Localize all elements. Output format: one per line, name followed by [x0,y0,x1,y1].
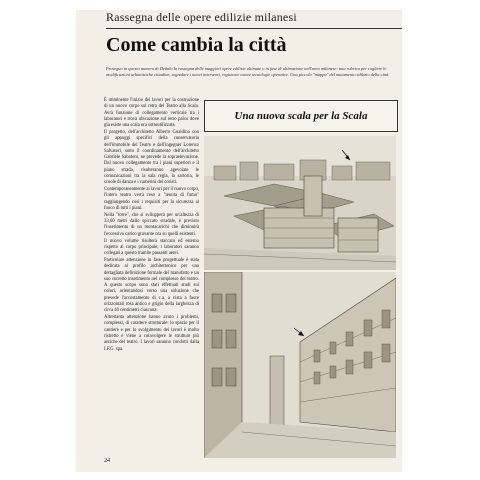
street-rendering-image [204,272,396,458]
body-paragraph: Il nuovo volume risulterà staccato ed esterno rispetto al corpo principale; i laboratori saranno collegati a questo tramite passanti aerei. [104,238,199,257]
header-rule [106,28,402,29]
article-title: Una nuova scala per la Scala [234,110,368,122]
body-paragraph: È imminente l'inizio dei lavori per la costruzione di un nuovo corpo sul retro del Teatro alla Scala. Avrà funzione di collegamento verticale tra i laboratori e trova ubicazione sul retro palco dove già esiste una scala ora sottoutilizzata. [104,98,199,129]
body-paragraph: Altrettanta attenzione hanno avuto i problemi, complessi, di carattere strutturale: lo spazio per il cantiere e per lo svolgimento dei lavori è molto ristretto e viene a coinvolgere le strutture più antiche del teatro. I lavori saranno condotti dalla I.F.G. spa. [104,315,199,352]
section-header: Rassegna delle opere edilizie milanesi [106,10,297,24]
body-paragraph: Contemporaneamente ai lavori per il nuovo corpo, l'intero teatro verrà reso a "tenuta di fumo" raggiungendo così i requisiti per la sicurezza al fuoco di tutti i piani. [104,187,199,212]
intro-paragraph: Proseguo in questo numero di Dedalo la rassegna delle maggiori opere edilizie ultimate o in fase di ultimazione nell'area milanese: una rubrica per cogliere le modificazioni urbanistiche cittadine, segnalare i nuovi interventi, registrare nuove tecnologie operative. Una piccola "mappa" del mutamento edilizio della città. [106,66,390,77]
body-paragraph: Nella "torre", che si svilupperà per un'altezza di 33,60 metri dallo spiccato stradale, è previsto l'inserimento di un montacarichi che diminuirà l'eccessivo carico gravante ora su quelli esistenti. [104,212,199,237]
article-body-column [104,98,199,353]
body-paragraph: Il progetto, dell'architetto Alberto Gualdino con gli appoggi specifici della conservatoria dell'immobile del Teatro e dell'ingegner Lorenzo Salvatori, sotto il coordinamento dell'architetto Gabriele Sabatoni, ne prevede la sopraelevazione. Dal nuovo collegamento tra i piani superiori e il piano strada, risulteranno agevolate le comunicazioni tra la sala regia, la sartoria, le scuole di danza e i camerini dei coristi. [104,129,199,186]
magazine-page [76,10,402,472]
aerial-rendering-image [204,136,396,270]
page-number: 24 [104,458,110,464]
body-paragraph: Particolare attenzione in fase progettuale è stata dedicata al profilo architettonico per una dettagliata definizione formale del manufatto e un suo corretto inserimento nel complesso del teatro. A questo scopo sono stati effettuati studi sui colori, orientandosi verso una soluzione che prevede l'accostamento di c.a. a vista a fasce orizzontali rosa antico e grigio della larghezza di circa 40 centimetri ciascuna. [104,257,199,314]
page-title: Come cambia la città [106,34,287,56]
article-title-box [204,100,398,132]
